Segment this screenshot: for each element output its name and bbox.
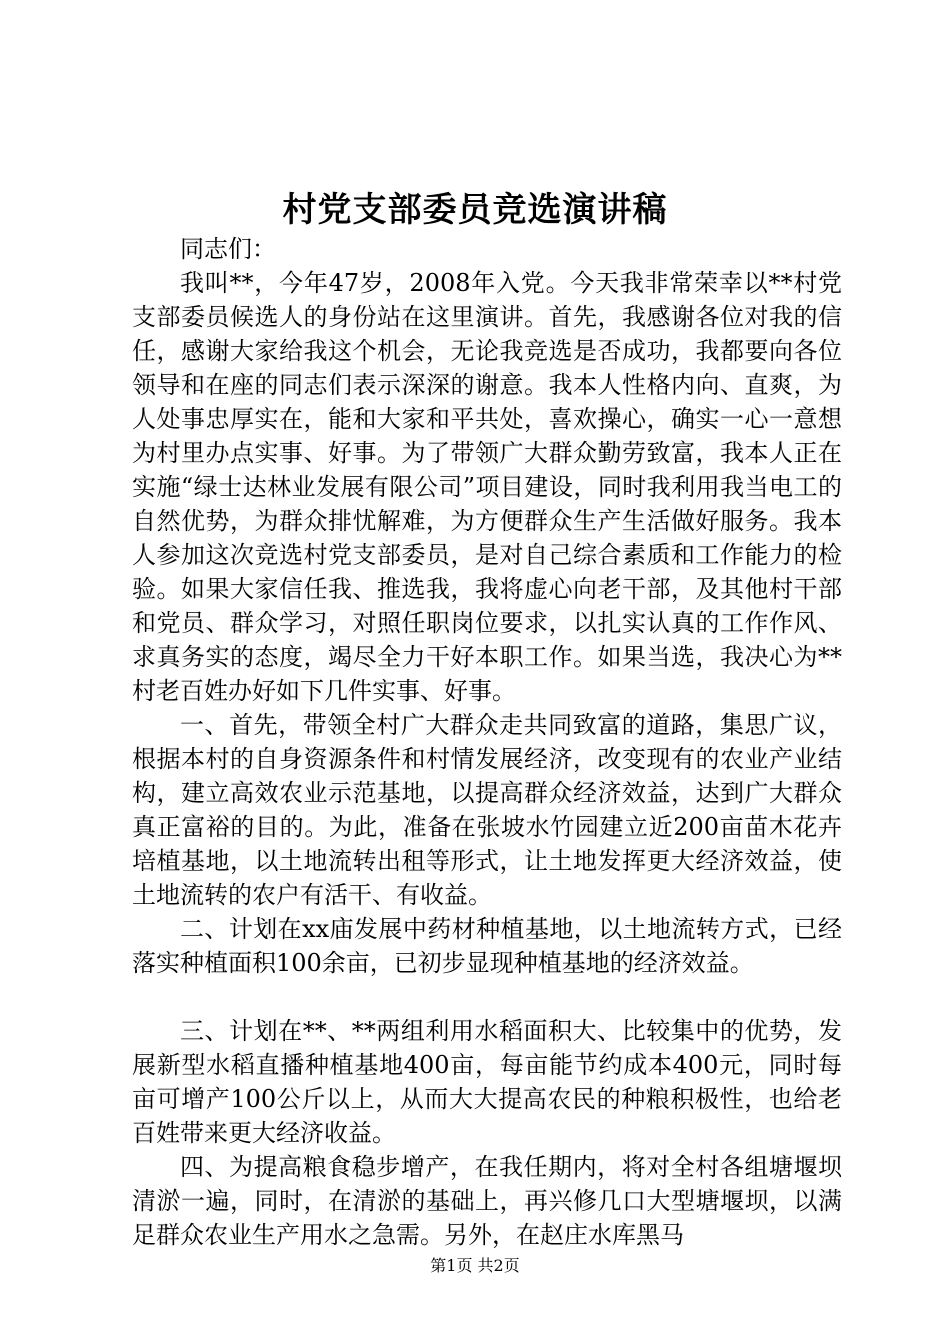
page-title: 村党支部委员竞选演讲稿: [282, 190, 668, 230]
paragraph-item-3: 三、计划在**、**两组利用水稻面积大、比较集中的优势，发展新型水稻直播种植基地400亩，每亩能节约成本400元，同时每亩可增产100公斤以上，从而大大提高农民的种粮积极性，也给老百姓带来更大经济收益。: [132, 1017, 842, 1147]
paragraph-intro: 我叫**，今年47岁，2008年入党。今天我非常荣幸以**村党支部委员候选人的身份站在这里演讲。首先，我感谢各位对我的信任，感谢大家给我这个机会，无论我竞选是否成功，我都要向各位领导和在座的同志们表示深深的谢意。我本人性格内向、直爽，为人处事忠厚实在，能和大家和平共处，喜欢操心，确实一心一意想为村里办点实事、好事。为了带领广大群众勤劳致富，我本人正在实施“绿士达林业发展有限公司”项目建设，同时我利用我当电工的自然优势，为群众排忧解难，为方便群众生产生活做好服务。我本人参加这次竞选村党支部委员，是对自己综合素质和工作能力的检验。如果大家信任我、推选我，我将虚心向老干部，及其他村干部和党员、群众学习，对照任职岗位要求，以扎实认真的工作作风、求真务实的态度，竭尽全力干好本职工作。如果当选，我决心为**村老百姓办好如下几件实事、好事。: [132, 269, 842, 705]
salutation: 同志们：: [180, 235, 276, 263]
paragraph-item-4: 四、为提高粮食稳步增产，在我任期内，将对全村各组塘堰坝清淤一遍，同时，在清淤的基础上，再兴修几口大型塘堰坝，以满足群众农业生产用水之急需。另外，在赵庄水库黑马: [132, 1153, 842, 1249]
paragraph-item-2: 二、计划在xx庙发展中药材种植基地，以土地流转方式，已经落实种植面积100余亩，已初步显现种植基地的经济效益。: [132, 915, 842, 977]
document-body: [132, 232, 842, 1252]
page-number: 第1页 共2页: [430, 1256, 520, 1275]
paragraph-item-1: 一、首先，带领全村广大群众走共同致富的道路，集思广议，根据本村的自身资源条件和村情发展经济，改变现有的农业产业结构，建立高效农业示范基地，以提高群众经济效益，达到广大群众真正富裕的目的。为此，准备在张坡水竹园建立近200亩苗木花卉培植基地，以土地流转出租等形式，让土地发挥更大经济效益，使土地流转的农户有活干、有收益。: [132, 711, 842, 909]
